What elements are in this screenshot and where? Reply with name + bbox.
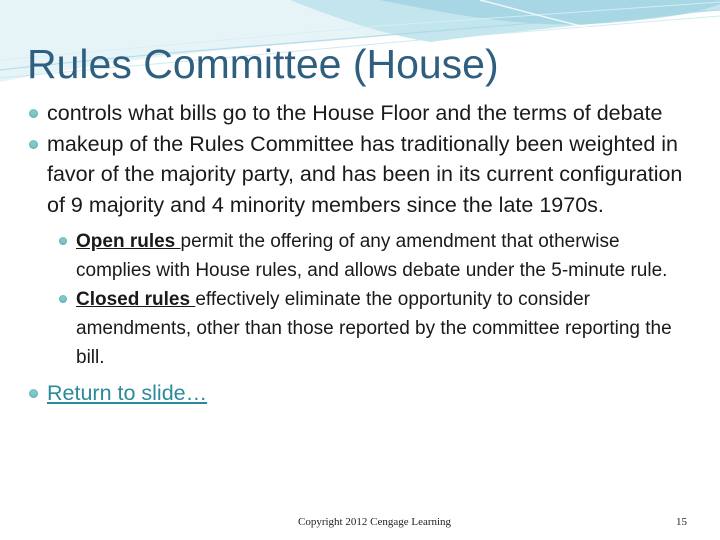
open-rules-term: Open rules	[76, 231, 181, 252]
bullet-dot-icon	[59, 237, 67, 245]
sub-bullet-item	[28, 285, 698, 372]
sub-bullet-item	[28, 227, 698, 285]
bullet-dot-icon	[59, 295, 67, 303]
bullet-text: makeup of the Rules Committee has traditionally been weighted in favor of the majority party, and has been in its current configuration of 9 majority and 4 minority members since the late 1970s.	[47, 131, 683, 217]
bullet-text: controls what bills go to the House Floor and the terms of debate	[47, 101, 663, 125]
bullet-item	[28, 129, 698, 221]
bullet-item	[28, 98, 698, 129]
slide-title: Rules Committee (House)	[27, 41, 499, 87]
sub-bullet-text: permit the offering of any amendment that otherwise complies with House rules, and allows debate under the 5-minute rule.	[76, 231, 668, 281]
sub-bullet-text: effectively eliminate the opportunity to consider amendments, other than those reported by the committee reporting the bill.	[76, 289, 672, 368]
return-to-slide-link[interactable]: Return to slide…	[47, 381, 208, 405]
footer-copyright: Copyright 2012 Cengage Learning	[298, 516, 452, 528]
bullet-item	[28, 378, 698, 409]
bullet-dot-icon	[29, 140, 38, 149]
footer-page-number: 15	[676, 516, 687, 528]
bullet-dot-icon	[29, 389, 38, 398]
bullet-dot-icon	[29, 109, 38, 118]
closed-rules-term: Closed rules	[76, 289, 196, 310]
bullet-list	[28, 98, 698, 409]
